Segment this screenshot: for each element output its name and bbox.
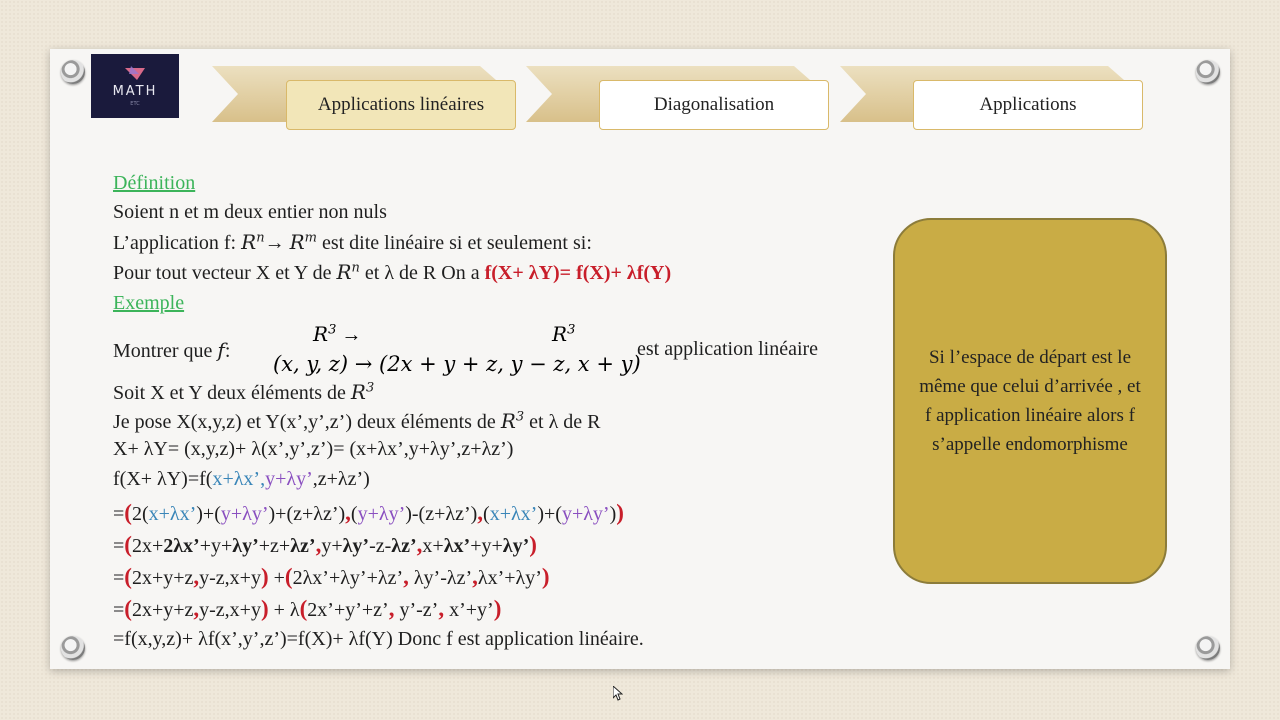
callout-text: Si l’espace de départ est le même que celui d’arrivée , et f application linéaire alors f s’appelle endomorphisme <box>919 347 1141 455</box>
text: x’+y’ <box>444 599 494 621</box>
highlight-blue: x+λx’ <box>489 503 538 525</box>
text: + <box>268 567 285 589</box>
text: ( <box>483 503 490 525</box>
red-bracket: ) <box>616 500 624 525</box>
red-bracket: ) <box>541 564 550 589</box>
text: f(X+ λY)=f( <box>113 468 213 490</box>
highlight-blue: x+λx’ <box>212 468 261 490</box>
text: Soit X et Y deux éléments de <box>113 382 351 404</box>
example-line-2 <box>113 468 370 491</box>
highlight-purple: y+λy’ <box>357 503 406 525</box>
red-bracket: ( <box>124 532 132 557</box>
text: 2x+y+z <box>131 567 194 589</box>
red-comma: , <box>345 500 351 525</box>
example-pose <box>113 409 601 434</box>
red-comma: , <box>315 532 322 557</box>
function-top-right <box>552 322 575 347</box>
text: ( <box>350 503 358 525</box>
math-exponent: n <box>256 230 265 246</box>
text: = <box>113 599 125 621</box>
text: = <box>113 567 125 589</box>
red-bracket: ( <box>124 596 132 621</box>
function-mapping: (x, y, z) → (2x + y + z, y − z, x + y) <box>273 352 641 376</box>
text: + λ <box>268 599 300 621</box>
endomorphism-callout <box>893 218 1167 584</box>
math-R: R <box>336 260 352 284</box>
example-line-6 <box>113 596 501 622</box>
math-exponent: 3 <box>515 409 525 425</box>
function-top-row <box>313 322 361 347</box>
text: )+(z+λz’) <box>268 503 346 525</box>
math-R: R <box>552 322 568 346</box>
highlight-purple: y+λy’ <box>265 468 313 490</box>
math-f: f <box>217 338 225 362</box>
text: 2x’+y’+z’ <box>307 599 389 621</box>
red-bracket: ) <box>260 596 269 621</box>
rivet-bottom-left <box>61 636 85 660</box>
example-suffix: est application linéaire <box>637 338 819 360</box>
text: +y+ <box>470 535 503 557</box>
logo-subtext: ETC <box>130 101 140 107</box>
text: y-z,x+y <box>199 567 261 589</box>
example-line-4 <box>113 532 537 558</box>
text: = <box>113 503 125 525</box>
red-bracket: ) <box>529 532 537 557</box>
bold-term: λy’ <box>232 535 259 557</box>
text: est dite linéaire si et seulement si: <box>316 232 592 254</box>
red-comma: , <box>472 564 478 589</box>
text: +y+ <box>199 535 233 557</box>
definition-line-1: Soient n et m deux entier non nuls <box>113 201 387 223</box>
red-comma: , <box>416 532 423 557</box>
red-bracket: ( <box>124 564 132 589</box>
text: 2λx’+λy’+λz’ <box>292 567 404 589</box>
red-comma: , <box>388 596 395 621</box>
math-R: R <box>289 230 305 254</box>
linearity-formula: f(X+ λY)= f(X)+ λf(Y) <box>484 262 672 284</box>
text: = <box>113 535 125 557</box>
red-comma: , <box>193 596 200 621</box>
red-comma: , <box>477 500 484 525</box>
example-line-5 <box>113 564 550 590</box>
logo-mark-icon <box>125 66 147 82</box>
red-comma: , <box>193 564 200 589</box>
text: )+( <box>537 503 562 525</box>
mouse-cursor-icon <box>613 686 623 701</box>
rivet-top-left <box>61 60 85 84</box>
highlight-purple: y+λy’ <box>561 503 610 525</box>
example-line-1: X+ λY= (x,y,z)+ λ(x’,y’,z’)= (x+λx’,y+λy’,z+λz’) <box>113 438 514 460</box>
example-line-3 <box>113 500 624 526</box>
red-comma: , <box>403 564 409 589</box>
math-exponent: 3 <box>328 322 337 338</box>
example-prefix <box>113 338 230 363</box>
rivet-bottom-right <box>1196 636 1220 660</box>
math-exponent: n <box>351 260 360 276</box>
rivet-top-right <box>1196 60 1220 84</box>
text: +z+ <box>258 535 291 557</box>
definition-line-3 <box>113 260 671 285</box>
text: ,z+λz’) <box>312 468 370 490</box>
text: x+ <box>422 535 444 557</box>
tab-diagonalisation[interactable]: Diagonalisation <box>599 80 829 130</box>
text: : <box>224 340 231 362</box>
red-bracket: ( <box>124 500 132 525</box>
example-heading: Exemple <box>113 292 185 314</box>
example-conclusion: =f(x,y,z)+ λf(x’,y’,z’)=f(X)+ λf(Y) Donc f est application linéaire. <box>113 628 644 650</box>
text: y’-z’ <box>394 599 439 621</box>
math-exponent: m <box>304 230 317 246</box>
red-bracket: ( <box>284 564 293 589</box>
bold-term: λy’ <box>342 535 370 557</box>
math-R: R <box>313 322 329 346</box>
definition-heading: Définition <box>113 172 196 194</box>
text: et λ de R On a <box>359 262 485 284</box>
bold-term: 2λx’ <box>163 535 200 557</box>
text: , <box>260 468 266 490</box>
bold-term: λz’ <box>391 535 417 557</box>
math-exponent: 3 <box>567 322 576 338</box>
text: -z- <box>369 535 392 557</box>
text: ) <box>609 503 617 525</box>
text: et λ de R <box>524 411 601 433</box>
text: λy’-λz’ <box>408 567 473 589</box>
math-R: R <box>241 230 257 254</box>
text: λx’+λy’ <box>477 567 542 589</box>
text: Pour tout vecteur X et Y de <box>113 262 337 284</box>
red-bracket: ) <box>260 564 269 589</box>
bold-term: λy’ <box>502 535 530 557</box>
text: )+( <box>196 503 221 525</box>
highlight-blue: x+λx’ <box>148 503 197 525</box>
text: 2x+y+z <box>131 599 194 621</box>
text: y-z,x+y <box>199 599 261 621</box>
math-exponent: 3 <box>365 380 375 396</box>
text: 2( <box>131 503 149 525</box>
text: → <box>264 232 290 254</box>
logo-text: MATH <box>112 84 158 99</box>
text: y+ <box>321 535 343 557</box>
text: L’application f: <box>113 232 242 254</box>
tab-applications-lineaires[interactable]: Applications linéaires <box>286 80 516 130</box>
math-R: R <box>350 380 366 404</box>
red-comma: , <box>438 596 445 621</box>
red-bracket: ( <box>299 596 308 621</box>
text: 2x+ <box>131 535 164 557</box>
text: )-(z+λz’) <box>405 503 478 525</box>
logo <box>91 54 179 118</box>
text: → <box>341 324 362 346</box>
text: Je pose X(x,y,z) et Y(x’,y’,z’) deux éléments de <box>113 411 501 433</box>
math-R: R <box>500 409 516 433</box>
red-bracket: ) <box>493 596 502 621</box>
text: Montrer que <box>113 340 218 362</box>
bold-term: λz’ <box>290 535 316 557</box>
example-soit <box>113 380 374 405</box>
highlight-purple: y+λy’ <box>220 503 269 525</box>
definition-line-2 <box>113 230 592 255</box>
bold-term: λx’ <box>443 535 471 557</box>
tab-applications[interactable]: Applications <box>913 80 1143 130</box>
